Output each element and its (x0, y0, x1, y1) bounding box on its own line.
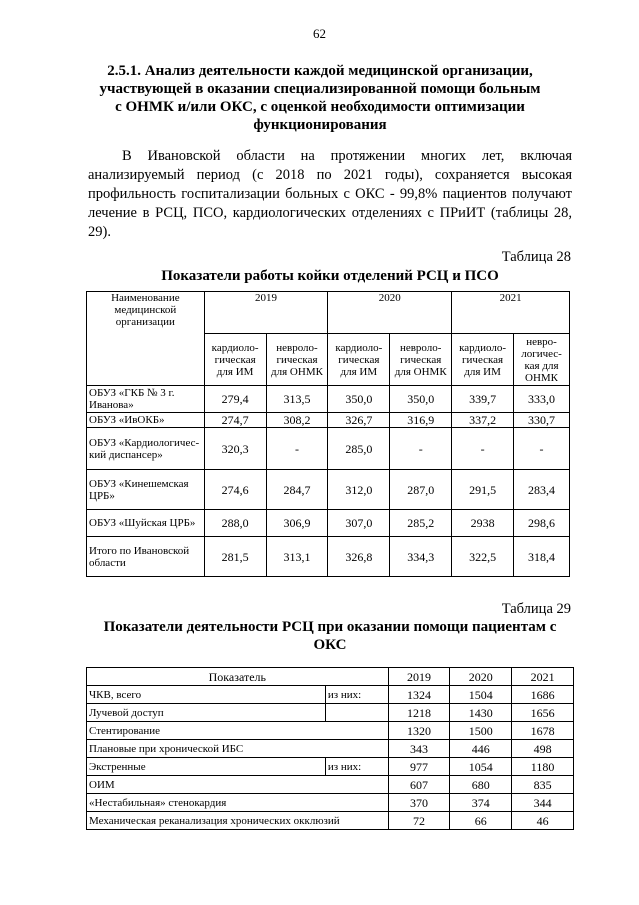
cell: 977 (388, 758, 450, 776)
col-header-name: Наименование медицинской организации (87, 292, 205, 386)
cell: 72 (388, 812, 450, 830)
sub-header: кардиоло-гическая для ИМ (204, 334, 266, 386)
row-name: Стентирование (87, 722, 389, 740)
cell: 313,5 (266, 386, 328, 413)
cell: 1686 (512, 686, 574, 704)
sub-header: невроло-гическая для ОНМК (390, 334, 452, 386)
table-row (87, 704, 574, 722)
row-name: ЧКВ, всего (87, 686, 326, 704)
cell: 326,7 (328, 413, 390, 428)
col-header-year: 2020 (328, 292, 452, 334)
page-number: 62 (313, 26, 326, 41)
cell: 279,4 (204, 386, 266, 413)
cell: - (266, 428, 328, 470)
row-name: ОИМ (87, 776, 389, 794)
cell: 2938 (452, 510, 514, 537)
cell: 316,9 (390, 413, 452, 428)
cell: 283,4 (514, 470, 570, 510)
cell: 313,1 (266, 537, 328, 577)
cell: 285,2 (390, 510, 452, 537)
row-name: Плановые при хронической ИБС (87, 740, 389, 758)
cell: - (452, 428, 514, 470)
cell: 1500 (450, 722, 512, 740)
cell: 835 (512, 776, 574, 794)
cell: 308,2 (266, 413, 328, 428)
cell: 287,0 (390, 470, 452, 510)
cell: 298,6 (514, 510, 570, 537)
row-sub: из них: (325, 686, 388, 704)
cell: 370 (388, 794, 450, 812)
cell: 339,7 (452, 386, 514, 413)
col-header-year: 2019 (204, 292, 328, 334)
cell: 343 (388, 740, 450, 758)
cell: 1054 (450, 758, 512, 776)
cell: 330,7 (514, 413, 570, 428)
cell: 1320 (388, 722, 450, 740)
row-name: Лучевой доступ (87, 704, 326, 722)
cell: 1430 (450, 704, 512, 722)
row-sub (325, 704, 388, 722)
table29-label: Таблица 29 (501, 601, 571, 617)
cell: 350,0 (390, 386, 452, 413)
col-header-year: 2020 (450, 668, 512, 686)
cell: 498 (512, 740, 574, 758)
cell: 307,0 (328, 510, 390, 537)
cell: 46 (512, 812, 574, 830)
cell: 312,0 (328, 470, 390, 510)
table-row (87, 386, 570, 413)
table-row (87, 428, 570, 470)
cell: - (514, 428, 570, 470)
col-header-year: 2019 (388, 668, 450, 686)
table-row (87, 776, 574, 794)
section-heading: 2.5.1. Анализ деятельности каждой медицинской организации, участвующей в оказании специализированной помощи больным с ОНМК и/или ОКС, с оценкой необходимости оптимизации функционирования (99, 63, 541, 133)
sub-header: невроло-гическая для ОНМК (266, 334, 328, 386)
cell: 285,0 (328, 428, 390, 470)
paragraph-text: В Ивановской области на протяжении многих лет, включая анализируемый период (с 2018 по 2021 годы), сохраняется высокая профильность госпитализации больных с ОКС - 99,8% пациентов получают лечение в РСЦ, ПСО, кардиологических отделениях с ПРиИТ (таблицы 28, 29). (88, 148, 572, 240)
cell: 1324 (388, 686, 450, 704)
row-name: ОБУЗ «Кардиологичес-кий диспансер» (87, 428, 205, 470)
table28-label: Таблица 28 (501, 249, 571, 265)
cell: 350,0 (328, 386, 390, 413)
row-name: Механическая реканализация хронических окклюзий (87, 812, 389, 830)
table-row (87, 794, 574, 812)
row-name: ОБУЗ «Шуйская ЦРБ» (87, 510, 205, 537)
table-row (87, 722, 574, 740)
cell: 680 (450, 776, 512, 794)
row-name: Итого по Ивановской области (87, 537, 205, 577)
row-name: «Нестабильная» стенокардия (87, 794, 389, 812)
cell: 446 (450, 740, 512, 758)
row-name: Экстренные (87, 758, 326, 776)
cell: 291,5 (452, 470, 514, 510)
row-name: ОБУЗ «ИвОКБ» (87, 413, 205, 428)
table-row (87, 740, 574, 758)
sub-header: кардиоло-гическая для ИМ (452, 334, 514, 386)
table-row (87, 758, 574, 776)
cell: 334,3 (390, 537, 452, 577)
table-row (87, 537, 570, 577)
cell: 318,4 (514, 537, 570, 577)
cell: 320,3 (204, 428, 266, 470)
cell: 284,7 (266, 470, 328, 510)
table29-title: Показатели деятельности РСЦ при оказании помощи пациентам с ОКС (103, 619, 557, 653)
table-29 (86, 667, 574, 830)
table28-title: Показатели работы койки отделений РСЦ и ПСО (161, 268, 499, 284)
cell: 288,0 (204, 510, 266, 537)
row-name: ОБУЗ «ГКБ № 3 г. Иванова» (87, 386, 205, 413)
cell: 1504 (450, 686, 512, 704)
table-28 (86, 291, 570, 577)
cell: 374 (450, 794, 512, 812)
cell: 1656 (512, 704, 574, 722)
table-row (87, 510, 570, 537)
table-row (87, 413, 570, 428)
table-row (87, 686, 574, 704)
table-row (87, 812, 574, 830)
body-paragraph (88, 147, 572, 242)
sub-header: невро-логичес-кая для ОНМК (514, 334, 570, 386)
cell: 274,7 (204, 413, 266, 428)
col-header-indicator: Показатель (87, 668, 389, 686)
row-sub: из них: (325, 758, 388, 776)
cell: 337,2 (452, 413, 514, 428)
cell: 322,5 (452, 537, 514, 577)
cell: 1180 (512, 758, 574, 776)
cell: 1678 (512, 722, 574, 740)
cell: - (390, 428, 452, 470)
cell: 344 (512, 794, 574, 812)
col-header-year: 2021 (452, 292, 570, 334)
cell: 274,6 (204, 470, 266, 510)
cell: 607 (388, 776, 450, 794)
table-row (87, 470, 570, 510)
col-header-year: 2021 (512, 668, 574, 686)
cell: 333,0 (514, 386, 570, 413)
cell: 1218 (388, 704, 450, 722)
row-name: ОБУЗ «Кинешемская ЦРБ» (87, 470, 205, 510)
cell: 281,5 (204, 537, 266, 577)
cell: 326,8 (328, 537, 390, 577)
sub-header: кардиоло-гическая для ИМ (328, 334, 390, 386)
cell: 66 (450, 812, 512, 830)
cell: 306,9 (266, 510, 328, 537)
